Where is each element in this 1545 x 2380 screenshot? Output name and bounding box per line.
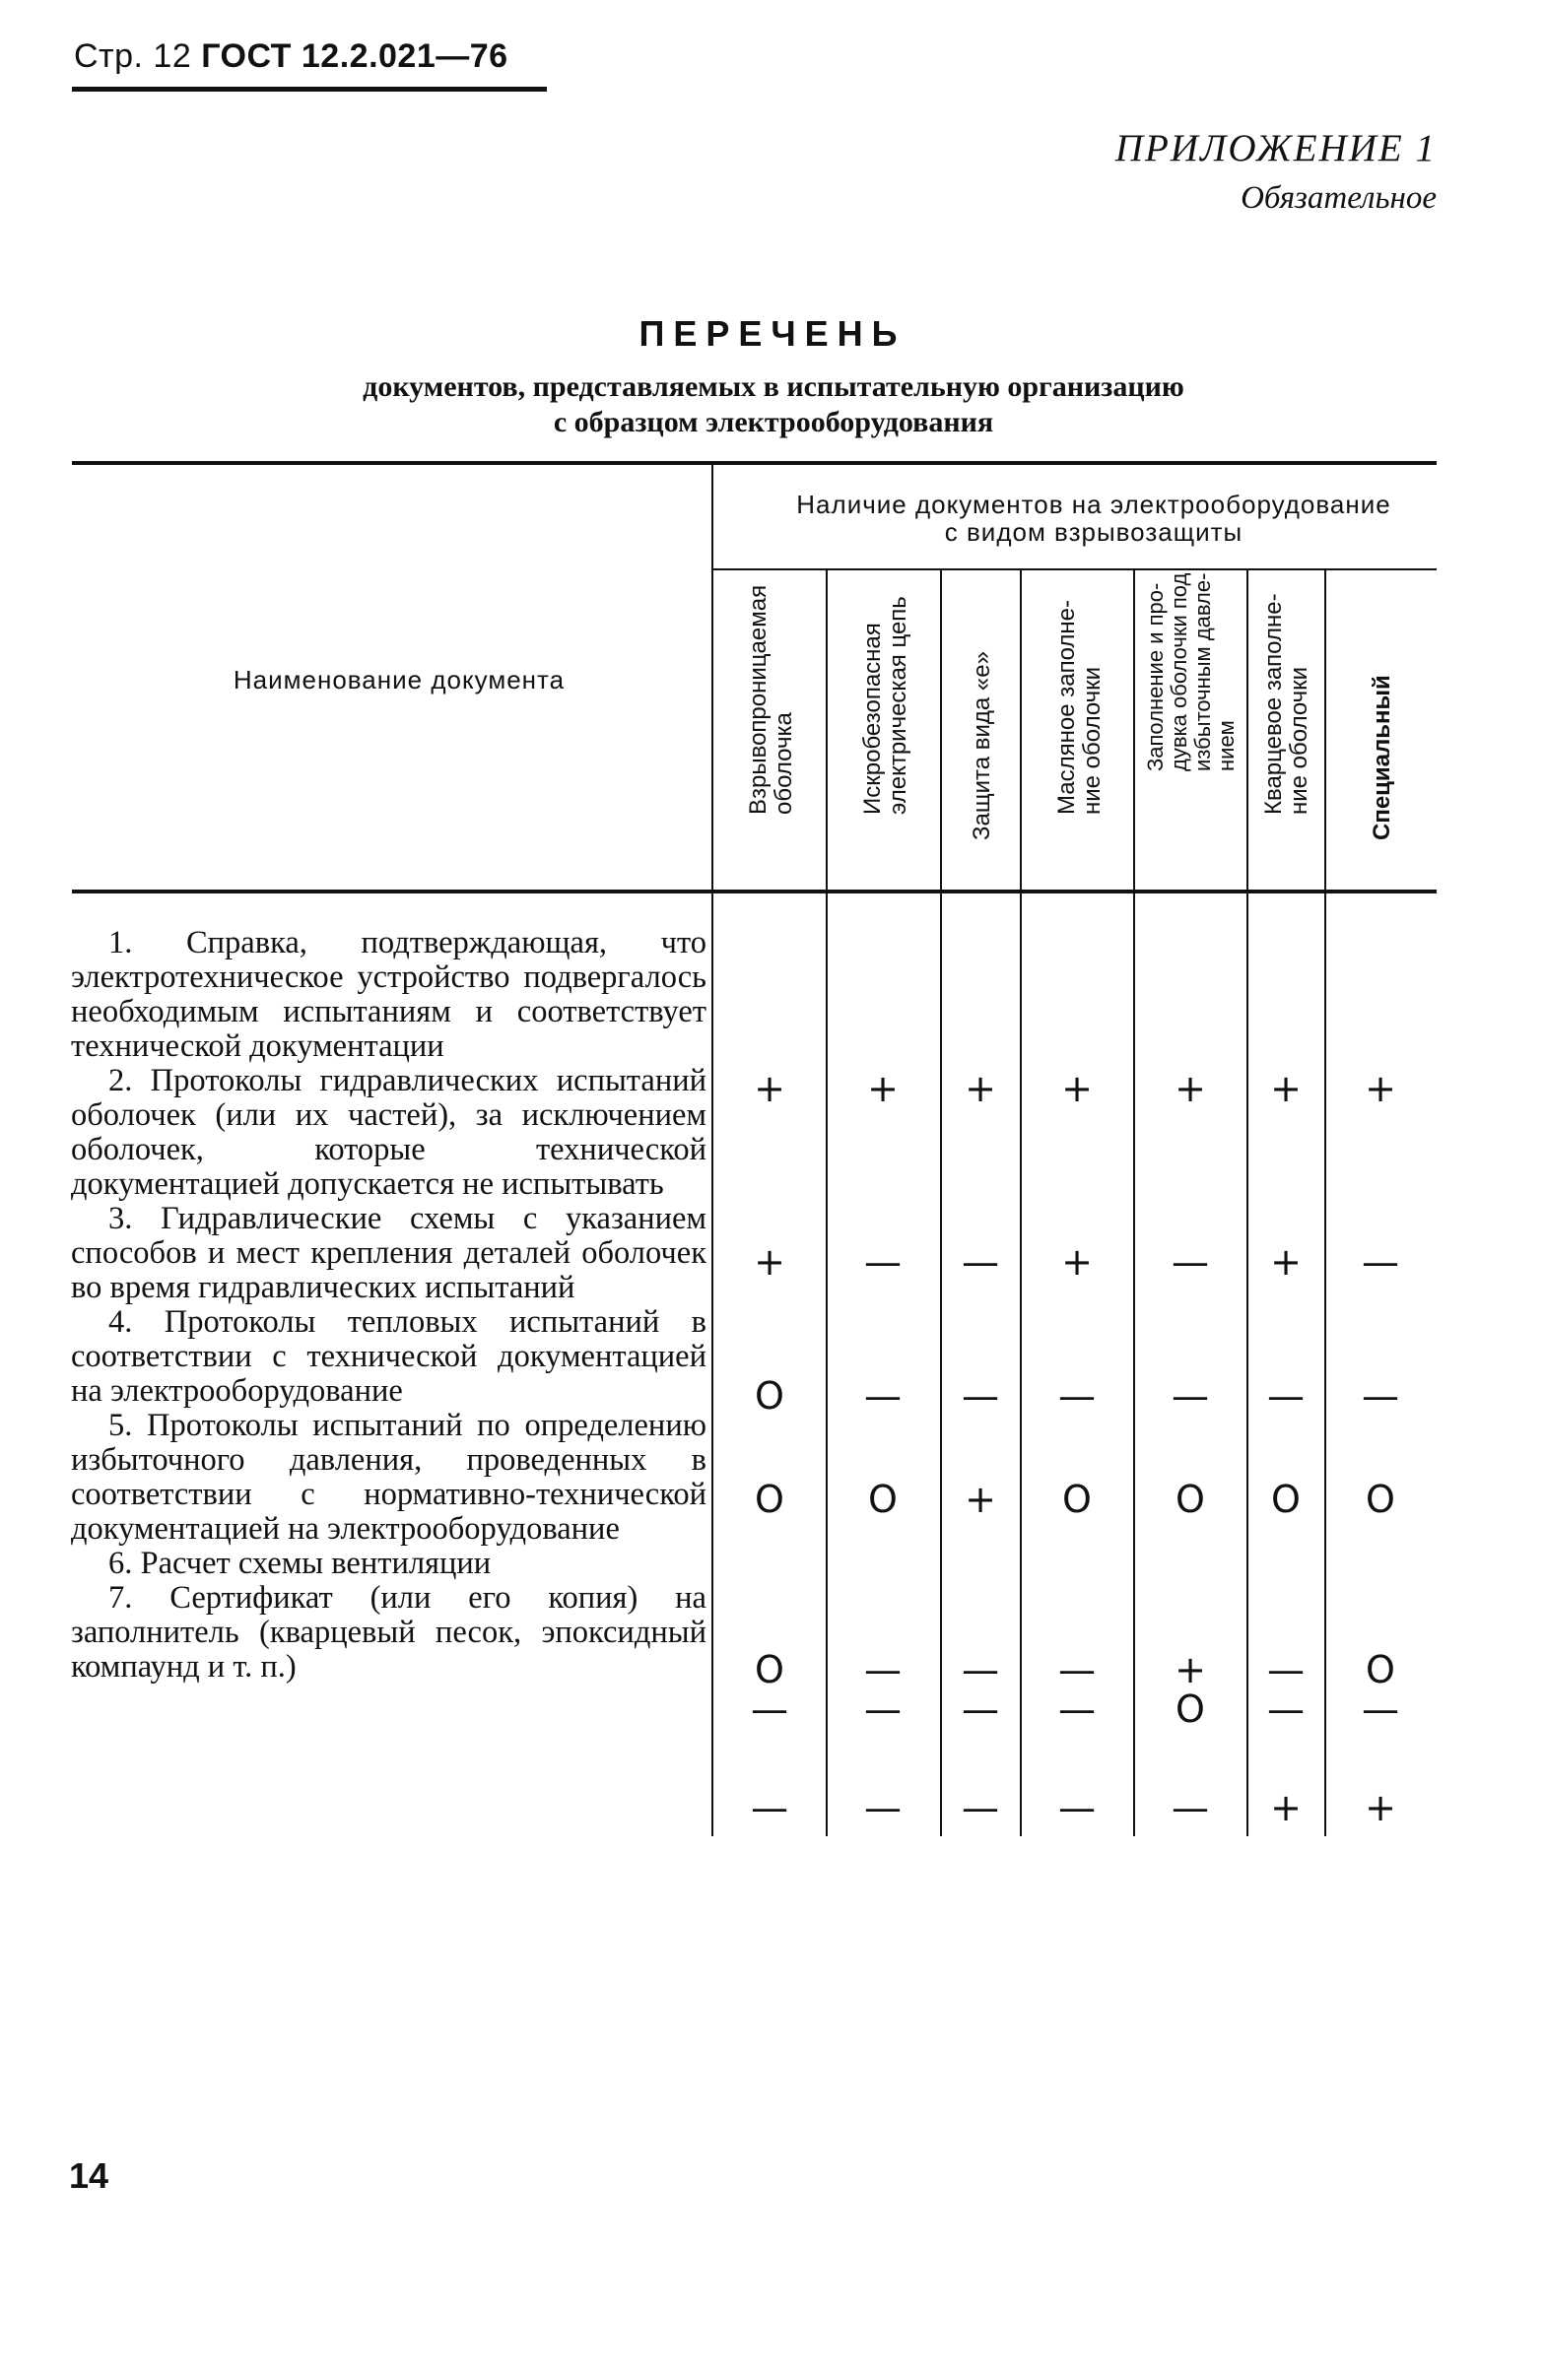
availability-mark: + <box>1061 1067 1093 1110</box>
availability-mark: — <box>1058 1786 1096 1829</box>
availability-mark: + <box>1270 1240 1302 1284</box>
doc-column-header: Наименование документа <box>233 665 566 694</box>
column-header-flameproof <box>713 574 826 878</box>
appendix-block <box>1115 126 1437 217</box>
availability-mark: O <box>1176 1478 1205 1521</box>
availability-mark: O <box>1366 1648 1395 1691</box>
availability-mark: — <box>1362 1687 1399 1731</box>
column-header-text: Защита вида «е» <box>968 651 995 840</box>
availability-mark: — <box>751 1687 788 1731</box>
appendix-status: Обязательное <box>1241 180 1437 216</box>
availability-mark: — <box>864 1786 902 1829</box>
table-top-rule <box>72 461 1437 465</box>
table-row-text: 1. Справка, подтверждающая, что электротехническое устройство подвергалось необходимым испытаниям и соответствует технической документации <box>71 925 706 1064</box>
availability-mark: — <box>962 1687 999 1731</box>
table-row-text: 6. Расчет схемы вентиляции <box>108 1546 492 1581</box>
availability-header-line: с видом взрывозащиты <box>944 517 1243 547</box>
availability-mark: — <box>962 1648 999 1691</box>
column-header-text: Заполнение и про- дувка оболочки под избыточным давле- нием <box>1142 572 1239 771</box>
availability-mark: — <box>1058 1648 1096 1691</box>
document-title: ПЕРЕЧЕНЬ <box>638 313 907 354</box>
availability-mark: O <box>755 1478 784 1521</box>
availability-mark: O <box>868 1478 898 1521</box>
availability-mark: — <box>1058 1687 1096 1731</box>
availability-mark: + <box>1270 1067 1302 1110</box>
availability-mark: — <box>1172 1786 1209 1829</box>
availability-mark: O <box>1062 1478 1092 1521</box>
page-header <box>74 37 508 76</box>
table-row-text: 3. Гидравлические схемы с указанием способов и мест крепления деталей оболочек во время гидравлических испытаний <box>71 1201 706 1305</box>
avail-header-rule <box>713 568 1437 570</box>
availability-mark: + <box>1061 1240 1093 1284</box>
availability-mark: + <box>754 1240 785 1284</box>
column-header-text: Специальный <box>1369 675 1395 840</box>
availability-mark: O <box>755 1374 784 1418</box>
column-header-protection-e <box>942 574 1020 878</box>
availability-mark: + <box>867 1067 899 1110</box>
column-header-special <box>1326 574 1437 878</box>
availability-mark: + <box>965 1478 996 1521</box>
availability-mark: O <box>1176 1687 1205 1731</box>
availability-mark: O <box>1271 1478 1301 1521</box>
availability-mark: — <box>1058 1374 1096 1418</box>
availability-mark: + <box>1175 1648 1206 1691</box>
column-header-text: Кварцевое заполне- ние оболочки <box>1259 593 1312 815</box>
document-list <box>71 926 706 1685</box>
availability-mark: — <box>1172 1374 1209 1418</box>
availability-header-line: Наличие документов на электрооборудование <box>796 490 1391 519</box>
availability-mark: — <box>1172 1240 1209 1284</box>
availability-mark: — <box>751 1786 788 1829</box>
subtitle-line: с образцом электрооборудования <box>553 406 994 438</box>
availability-mark: — <box>864 1687 902 1731</box>
page-label: Стр. 12 <box>74 37 192 75</box>
table-row-text: 2. Протоколы гидравлических испытаний оболочек (или их частей), за исключением оболочек, которые технической документацией допускается не испытывать <box>71 1063 706 1202</box>
page-number: 14 <box>69 2155 109 2196</box>
availability-mark: — <box>1267 1374 1305 1418</box>
availability-mark: — <box>962 1240 999 1284</box>
availability-mark: — <box>962 1374 999 1418</box>
availability-mark: — <box>1267 1648 1305 1691</box>
availability-mark: O <box>1366 1478 1395 1521</box>
column-header-pressurized <box>1135 574 1246 878</box>
column-header-oil-filled <box>1022 574 1133 878</box>
availability-mark: — <box>1362 1240 1399 1284</box>
availability-mark: — <box>1267 1687 1305 1731</box>
availability-mark: + <box>1175 1067 1206 1110</box>
table-row-text: 4. Протоколы тепловых испытаний в соответствии с технической документацией на электрооборудование <box>71 1304 706 1409</box>
availability-mark: — <box>864 1648 902 1691</box>
availability-mark: — <box>962 1786 999 1829</box>
availability-mark: + <box>965 1067 996 1110</box>
availability-mark: O <box>755 1648 784 1691</box>
availability-mark: + <box>754 1067 785 1110</box>
column-header-text: Искробезопасная электрическая цепь <box>859 596 911 815</box>
availability-mark: + <box>1365 1067 1396 1110</box>
table-row-text: 7. Сертификат (или его копия) на заполнитель (кварцевый песок, эпоксидный компаунд и т. п.) <box>71 1580 706 1685</box>
availability-mark: + <box>1270 1786 1302 1829</box>
column-header-text: Масляное заполне- ние оболочки <box>1052 600 1106 815</box>
availability-mark: — <box>864 1240 902 1284</box>
table-row-text: 5. Протоколы испытаний по определению избыточного давления, проведенных в соответствии с нормативно-технической документацией на электрооборудование <box>71 1408 706 1547</box>
standard-number: ГОСТ 12.2.021—76 <box>201 37 508 75</box>
header-rule <box>72 87 547 92</box>
column-header-text: Взрывопроницаемая оболочка <box>745 584 797 815</box>
availability-header <box>744 491 1444 546</box>
column-header-intrinsic-safety <box>828 574 940 878</box>
appendix-label: ПРИЛОЖЕНИЕ 1 <box>1114 127 1437 169</box>
subtitle-line: документов, представляемых в испытательную организацию <box>363 370 1184 403</box>
document-subtitle <box>197 369 1350 440</box>
availability-mark: — <box>1362 1374 1399 1418</box>
column-header-quartz-filled <box>1248 574 1324 878</box>
availability-mark: + <box>1365 1786 1396 1829</box>
table-header-bottom-rule <box>72 890 1437 893</box>
availability-mark: — <box>864 1374 902 1418</box>
